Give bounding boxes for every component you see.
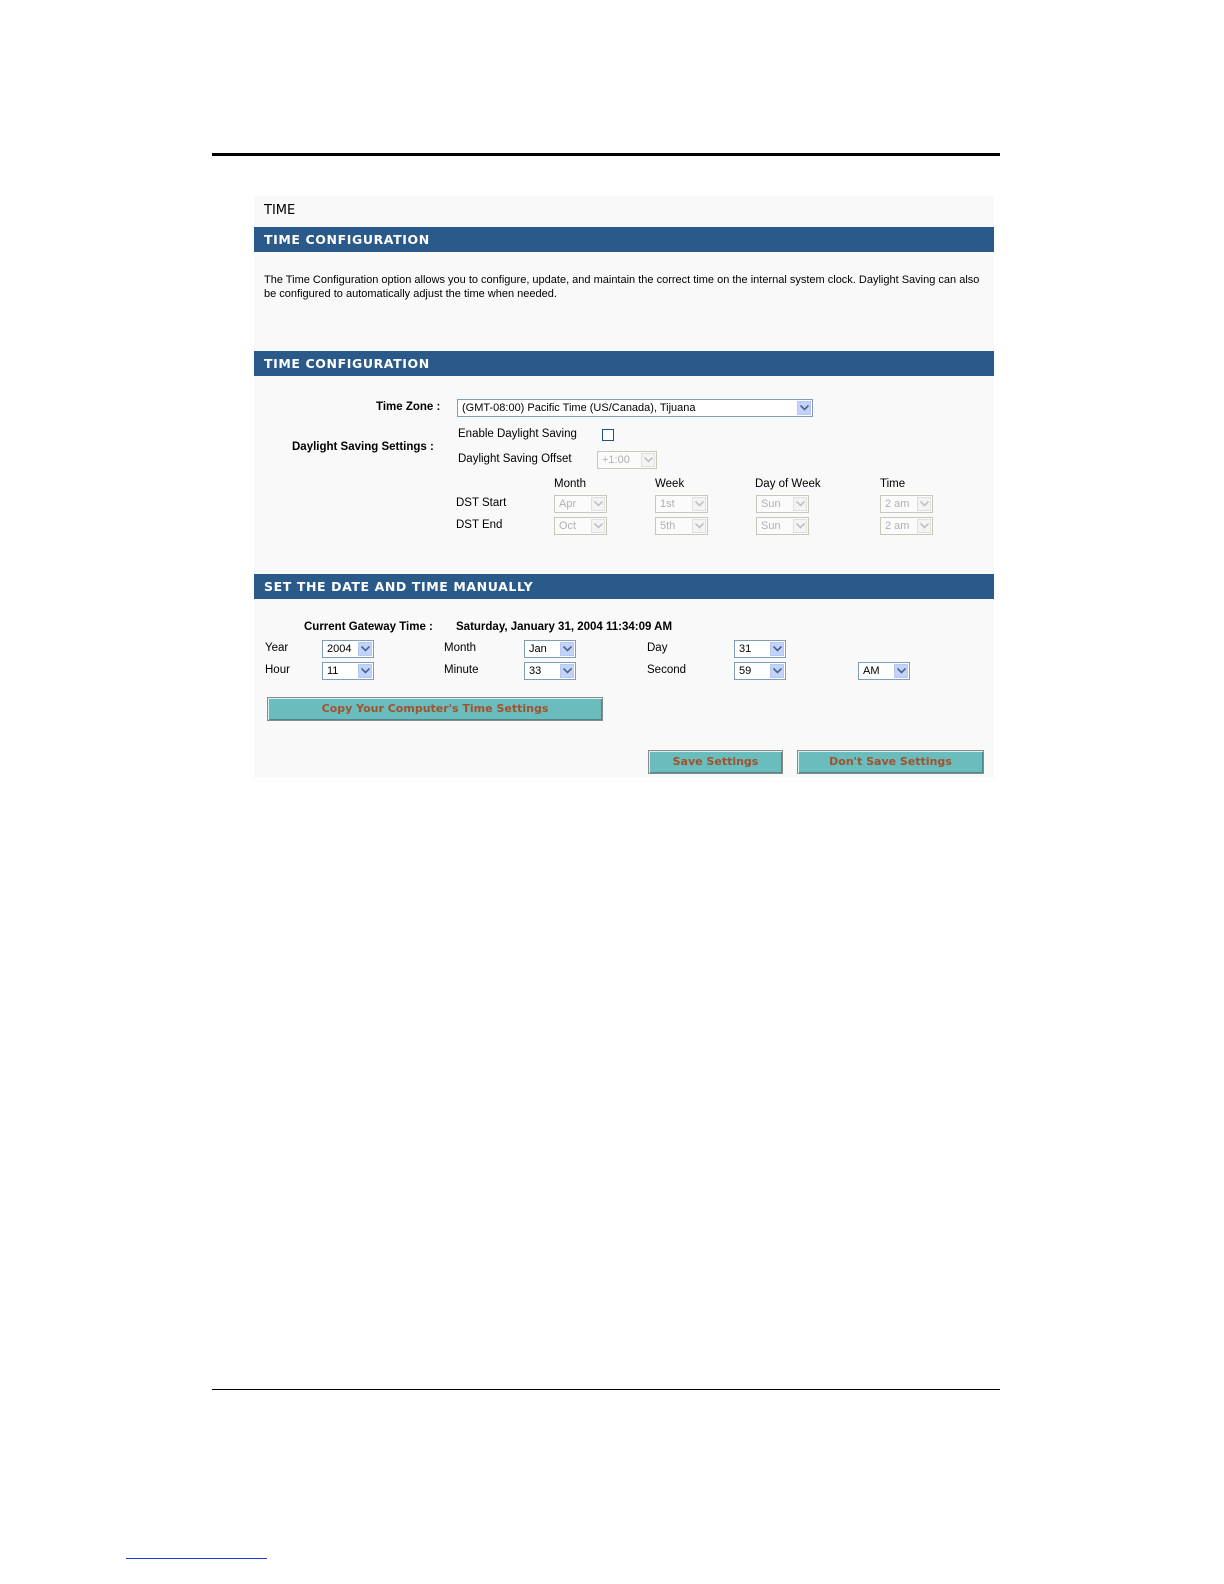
- chevron-down-icon: [894, 664, 908, 678]
- month-select[interactable]: Jan: [524, 640, 576, 658]
- chevron-down-icon: [770, 642, 784, 656]
- second-select[interactable]: 59: [734, 662, 786, 680]
- time-zone-label: Time Zone :: [376, 401, 441, 413]
- current-gateway-time-value: Saturday, January 31, 2004 11:34:09 AM: [456, 621, 673, 633]
- dst-end-time-select[interactable]: 2 am: [880, 517, 933, 535]
- dst-start-week-select[interactable]: 1st: [655, 495, 708, 513]
- dst-end-day-select[interactable]: Sun: [756, 517, 809, 535]
- intro-description: The Time Configuration option allows you to configure, update, and maintain the correct time on the internal system clock. Daylight Saving can also be configured to automatically adjust the time when needed.: [264, 274, 980, 300]
- am-pm-select[interactable]: AM: [858, 662, 910, 680]
- dont-save-settings-button[interactable]: Don't Save Settings: [797, 750, 984, 774]
- time-zone-select[interactable]: (GMT-08:00) Pacific Time (US/Canada), Tijuana: [457, 399, 813, 417]
- page-title: TIME: [264, 203, 296, 218]
- save-settings-button[interactable]: Save Settings: [648, 750, 783, 774]
- day-select[interactable]: 31: [734, 640, 786, 658]
- month-label: Month: [444, 642, 476, 654]
- section-header-time-config: TIME CONFIGURATION: [254, 351, 994, 376]
- chevron-down-icon: [591, 497, 605, 511]
- dst-column-time: Time: [880, 478, 906, 490]
- chevron-down-icon: [692, 519, 706, 533]
- chevron-down-icon: [917, 519, 931, 533]
- chevron-down-icon: [797, 401, 811, 415]
- dst-end-label: DST End: [456, 519, 503, 531]
- dst-start-label: DST Start: [456, 497, 507, 509]
- hour-label: Hour: [265, 664, 290, 676]
- dst-start-day-select[interactable]: Sun: [756, 495, 809, 513]
- dst-end-week-select[interactable]: 5th: [655, 517, 708, 535]
- enable-daylight-saving-checkbox[interactable]: [602, 429, 614, 441]
- chevron-down-icon: [917, 497, 931, 511]
- section-header-intro: TIME CONFIGURATION: [254, 227, 994, 252]
- chevron-down-icon: [358, 664, 372, 678]
- chevron-down-icon: [692, 497, 706, 511]
- dst-end-month-select[interactable]: Oct: [554, 517, 607, 535]
- year-select[interactable]: 2004: [322, 640, 374, 658]
- chevron-down-icon: [560, 664, 574, 678]
- chevron-down-icon: [793, 497, 807, 511]
- chevron-down-icon: [770, 664, 784, 678]
- day-label: Day: [647, 642, 668, 654]
- dst-start-time-select[interactable]: 2 am: [880, 495, 933, 513]
- chevron-down-icon: [591, 519, 605, 533]
- hour-select[interactable]: 11: [322, 662, 374, 680]
- footer-rule: [212, 1389, 1000, 1390]
- chevron-down-icon: [641, 453, 655, 467]
- chevron-down-icon: [793, 519, 807, 533]
- header-rule: [212, 153, 1000, 156]
- chevron-down-icon: [358, 642, 372, 656]
- second-label: Second: [647, 664, 687, 676]
- dst-column-day-of-week: Day of Week: [755, 478, 821, 490]
- section-header-set-date-time: SET THE DATE AND TIME MANUALLY: [254, 574, 994, 599]
- enable-daylight-saving-label: Enable Daylight Saving: [458, 428, 577, 440]
- chevron-down-icon: [560, 642, 574, 656]
- current-gateway-time-label: Current Gateway Time :: [304, 621, 433, 633]
- daylight-saving-offset-label: Daylight Saving Offset: [458, 453, 572, 465]
- daylight-saving-settings-label: Daylight Saving Settings :: [292, 441, 434, 453]
- year-label: Year: [265, 642, 289, 654]
- dst-column-week: Week: [655, 478, 685, 490]
- dst-start-month-select[interactable]: Apr: [554, 495, 607, 513]
- dst-column-month: Month: [554, 478, 586, 490]
- minute-label: Minute: [444, 664, 479, 676]
- daylight-saving-offset-select[interactable]: +1:00: [597, 451, 657, 469]
- copy-computer-time-button[interactable]: Copy Your Computer's Time Settings: [267, 697, 603, 721]
- minute-select[interactable]: 33: [524, 662, 576, 680]
- footer-link-underline: [126, 1558, 267, 1559]
